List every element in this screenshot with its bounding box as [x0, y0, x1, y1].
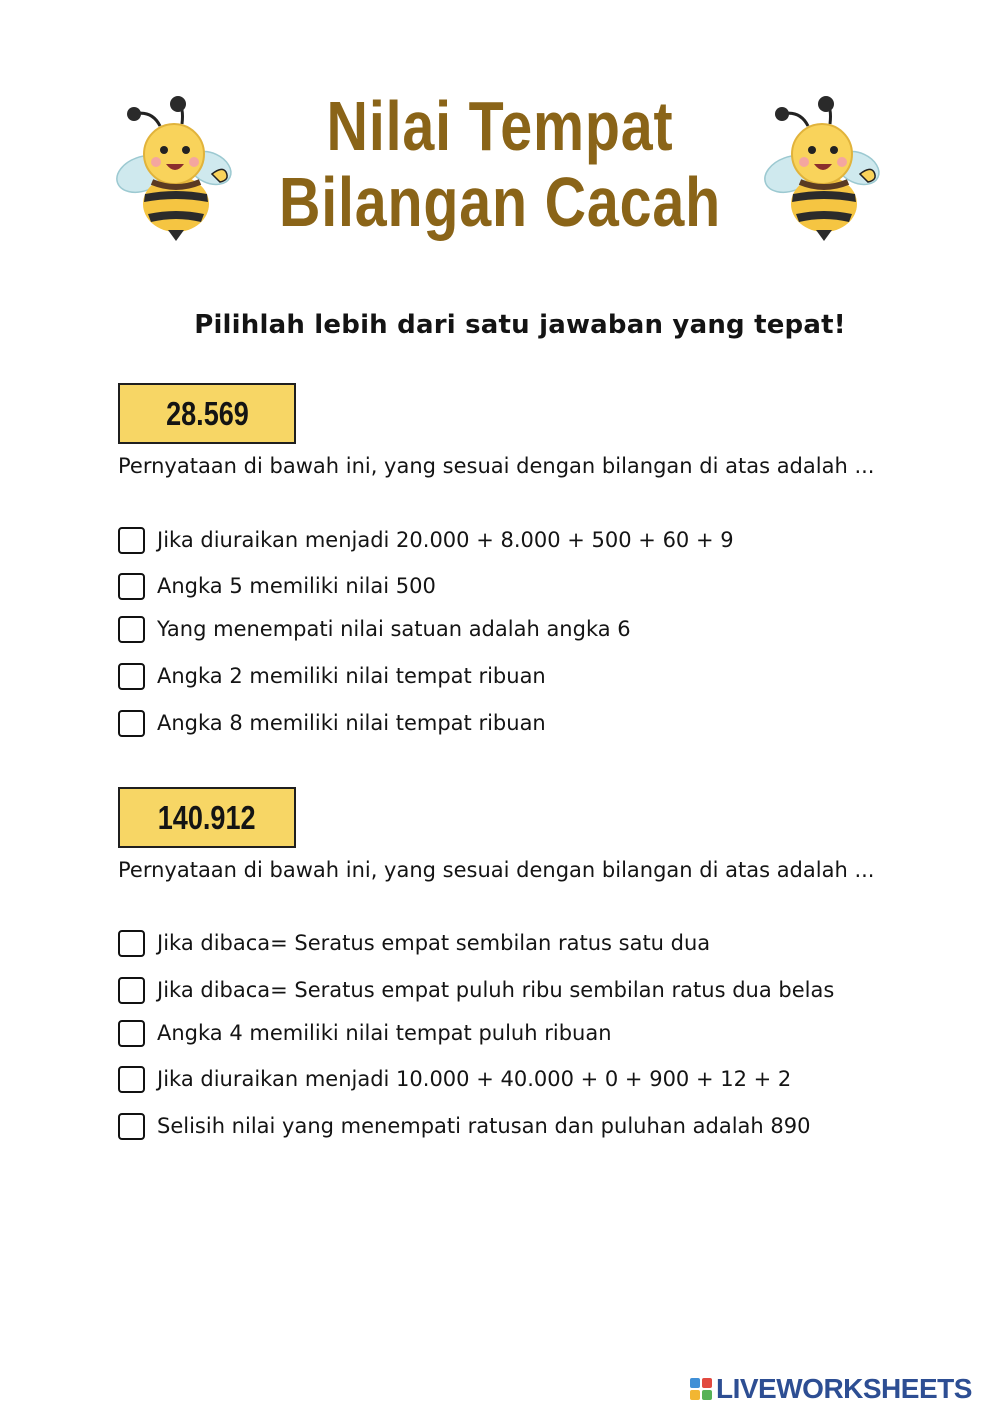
bee-mascot-icon [760, 96, 890, 246]
liveworksheets-logo[interactable] [690, 1372, 972, 1406]
option-label: Jika dibaca= Seratus empat puluh ribu sembilan ratus dua belas [157, 978, 835, 1002]
logo-mark-icon [690, 1378, 712, 1400]
option-row[interactable] [118, 1109, 810, 1143]
option-label: Jika dibaca= Seratus empat sembilan ratus satu dua [157, 931, 711, 955]
option-checkbox[interactable] [118, 527, 145, 554]
title-line-1: Nilai Tempat [326, 87, 674, 165]
bee-mascot-icon [112, 96, 242, 246]
option-label: Angka 5 memiliki nilai 500 [157, 574, 436, 598]
question-text: Pernyataan di bawah ini, yang sesuai dengan bilangan di atas adalah ... [118, 858, 875, 882]
option-row[interactable] [118, 612, 631, 646]
option-row[interactable] [118, 1016, 612, 1050]
option-row[interactable] [118, 1062, 791, 1096]
question-text: Pernyataan di bawah ini, yang sesuai dengan bilangan di atas adalah ... [118, 454, 875, 478]
option-row[interactable] [118, 926, 710, 960]
option-label: Angka 8 memiliki nilai tempat ribuan [157, 711, 546, 735]
option-checkbox[interactable] [118, 1020, 145, 1047]
logo-text: LIVEWORKSHEETS [716, 1373, 972, 1404]
option-row[interactable] [118, 569, 436, 603]
option-checkbox[interactable] [118, 573, 145, 600]
option-checkbox[interactable] [118, 616, 145, 643]
number-value: 140.912 [158, 798, 256, 836]
option-row[interactable] [118, 706, 546, 740]
option-row[interactable] [118, 973, 834, 1007]
number-box [118, 787, 296, 848]
option-label: Jika diuraikan menjadi 20.000 + 8.000 + 500 + 60 + 9 [157, 528, 734, 552]
title-line-2: Bilangan Cacah [278, 163, 722, 241]
option-checkbox[interactable] [118, 710, 145, 737]
option-checkbox[interactable] [118, 930, 145, 957]
option-label: Yang menempati nilai satuan adalah angka 6 [157, 617, 631, 641]
option-checkbox[interactable] [118, 1066, 145, 1093]
option-label: Jika diuraikan menjadi 10.000 + 40.000 + 0 + 900 + 12 + 2 [157, 1067, 792, 1091]
option-label: Angka 4 memiliki nilai tempat puluh ribuan [157, 1021, 612, 1045]
option-label: Angka 2 memiliki nilai tempat ribuan [157, 664, 546, 688]
option-checkbox[interactable] [118, 663, 145, 690]
number-box [118, 383, 296, 444]
number-value: 28.569 [165, 394, 249, 432]
option-row[interactable] [118, 523, 734, 557]
option-checkbox[interactable] [118, 977, 145, 1004]
instruction-text: Pilihlah lebih dari satu jawaban yang tepat! [194, 310, 846, 340]
option-row[interactable] [118, 659, 546, 693]
option-checkbox[interactable] [118, 1113, 145, 1140]
option-label: Selisih nilai yang menempati ratusan dan puluhan adalah 890 [157, 1114, 811, 1138]
